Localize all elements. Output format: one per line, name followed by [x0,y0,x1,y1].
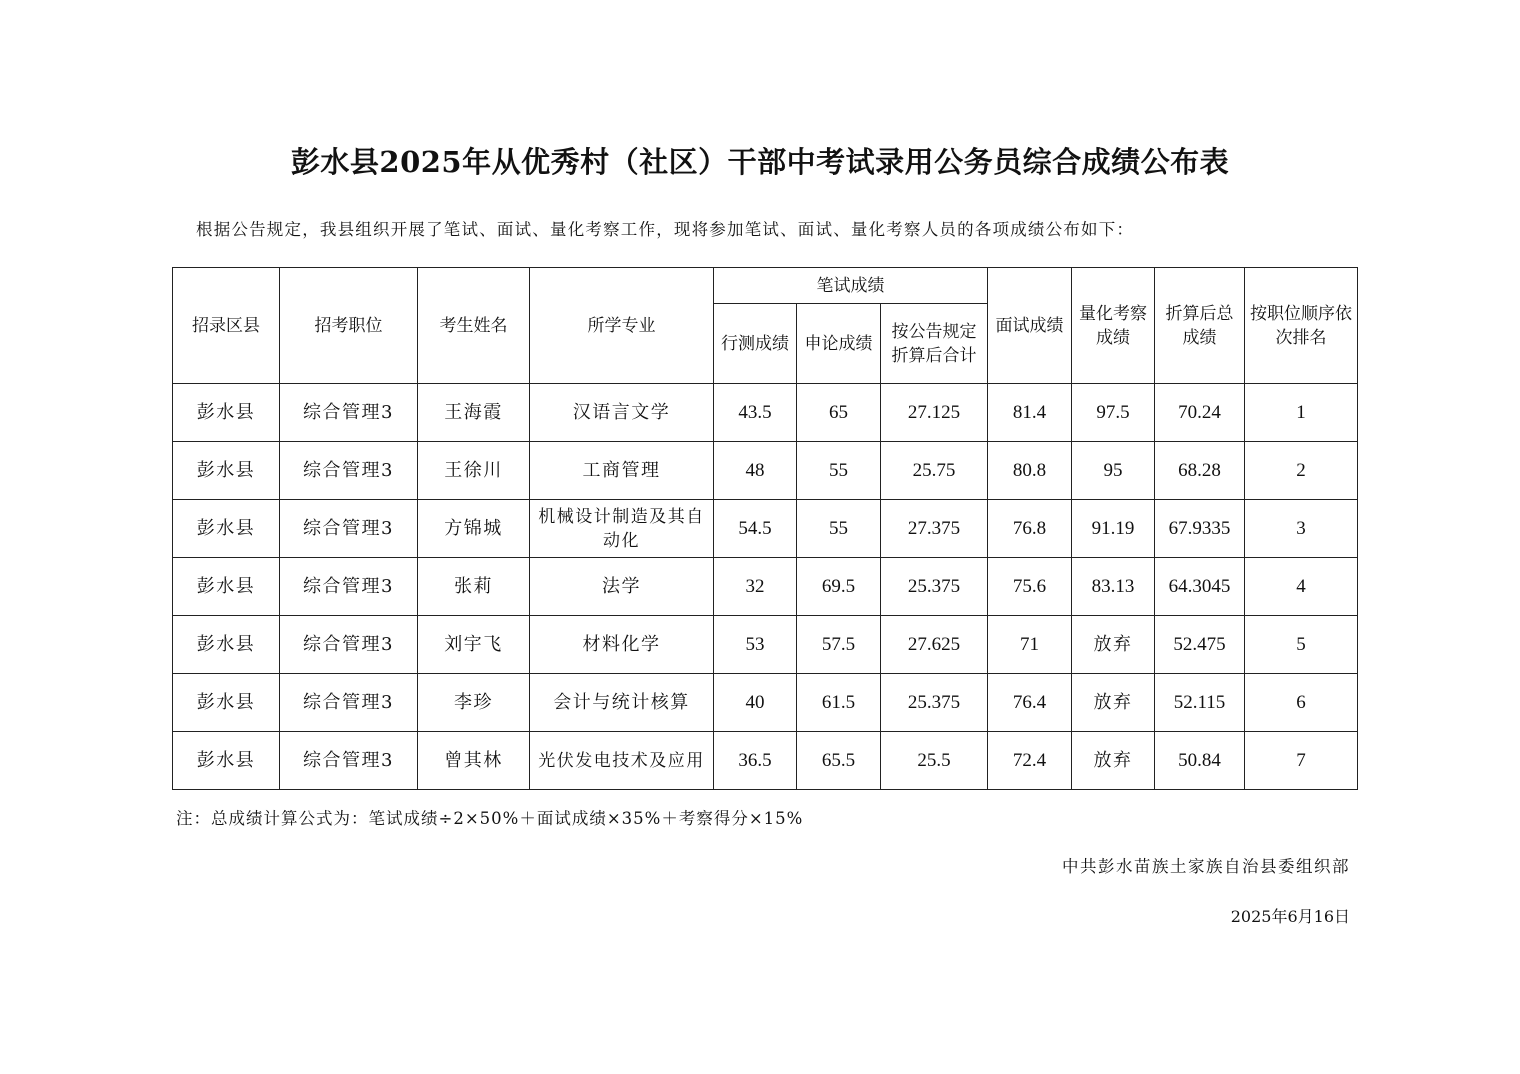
cell-position: 综合管理3 [280,442,418,500]
cell-major: 机械设计制造及其自动化 [530,500,714,558]
cell-major: 光伏发电技术及应用 [530,732,714,790]
cell-county: 彭水县 [173,442,280,500]
intro-paragraph: 根据公告规定，我县组织开展了笔试、面试、量化考察工作，现将参加笔试、面试、量化考察人员的各项成绩公布如下： [196,220,1135,239]
cell-county: 彭水县 [173,732,280,790]
formula-note: 注：总成绩计算公式为：笔试成绩÷2×50%＋面试成绩×35%＋考察得分×15% [176,809,804,828]
cell-xingce: 36.5 [714,732,797,790]
table-row [173,442,1358,500]
cell-total: 52.115 [1155,674,1245,732]
cell-shenlun: 69.5 [797,558,881,616]
cell-rank: 4 [1245,558,1358,616]
cell-county: 彭水县 [173,500,280,558]
issuing-organization: 中共彭水苗族土家族自治县委组织部 [1062,857,1350,876]
header-assessment: 量化考察成绩 [1072,268,1155,384]
cell-position: 综合管理3 [280,616,418,674]
cell-rank: 7 [1245,732,1358,790]
cell-assessment: 83.13 [1072,558,1155,616]
cell-shenlun: 61.5 [797,674,881,732]
cell-shenlun: 55 [797,500,881,558]
cell-name: 李珍 [418,674,530,732]
cell-total: 52.475 [1155,616,1245,674]
header-county: 招录区县 [173,268,280,384]
cell-position: 综合管理3 [280,674,418,732]
cell-rank: 6 [1245,674,1358,732]
cell-assessment: 放弃 [1072,732,1155,790]
cell-rank: 3 [1245,500,1358,558]
cell-position: 综合管理3 [280,384,418,442]
cell-xingce: 54.5 [714,500,797,558]
cell-shenlun: 65 [797,384,881,442]
cell-major: 材料化学 [530,616,714,674]
cell-written: 25.75 [881,442,988,500]
cell-rank: 1 [1245,384,1358,442]
cell-position: 综合管理3 [280,732,418,790]
cell-total: 70.24 [1155,384,1245,442]
cell-rank: 5 [1245,616,1358,674]
header-interview: 面试成绩 [988,268,1072,384]
cell-shenlun: 55 [797,442,881,500]
cell-position: 综合管理3 [280,558,418,616]
cell-interview: 80.8 [988,442,1072,500]
header-position: 招考职位 [280,268,418,384]
cell-xingce: 48 [714,442,797,500]
cell-assessment: 放弃 [1072,674,1155,732]
cell-interview: 76.8 [988,500,1072,558]
cell-written: 27.625 [881,616,988,674]
cell-county: 彭水县 [173,558,280,616]
header-written-converted: 按公告规定折算后合计 [881,304,988,384]
cell-name: 刘宇飞 [418,616,530,674]
cell-major: 法学 [530,558,714,616]
cell-total: 67.9335 [1155,500,1245,558]
issue-date: 2025年6月16日 [1230,907,1350,926]
table-row [173,500,1358,558]
cell-name: 方锦城 [418,500,530,558]
cell-interview: 71 [988,616,1072,674]
cell-total: 68.28 [1155,442,1245,500]
table-row [173,674,1358,732]
cell-written: 25.375 [881,674,988,732]
header-rank: 按职位顺序依次排名 [1245,268,1358,384]
table-row [173,616,1358,674]
page-title: 彭水县2025年从优秀村（社区）干部中考试录用公务员综合成绩公布表 [290,145,1230,179]
header-shenlun: 申论成绩 [797,304,881,384]
cell-name: 王海霞 [418,384,530,442]
cell-assessment: 放弃 [1072,616,1155,674]
cell-interview: 75.6 [988,558,1072,616]
cell-written: 25.5 [881,732,988,790]
cell-assessment: 95 [1072,442,1155,500]
cell-name: 张莉 [418,558,530,616]
cell-major: 工商管理 [530,442,714,500]
header-written-group: 笔试成绩 [714,268,988,304]
table-row [173,732,1358,790]
table-row [173,384,1358,442]
cell-total: 64.3045 [1155,558,1245,616]
cell-written: 27.125 [881,384,988,442]
score-table [172,267,1358,790]
cell-county: 彭水县 [173,384,280,442]
cell-position: 综合管理3 [280,500,418,558]
cell-shenlun: 57.5 [797,616,881,674]
header-total: 折算后总成绩 [1155,268,1245,384]
cell-xingce: 43.5 [714,384,797,442]
cell-assessment: 91.19 [1072,500,1155,558]
table-row [173,558,1358,616]
cell-total: 50.84 [1155,732,1245,790]
header-xingce: 行测成绩 [714,304,797,384]
cell-written: 25.375 [881,558,988,616]
header-row-1 [173,268,1358,304]
cell-major: 会计与统计核算 [530,674,714,732]
cell-interview: 76.4 [988,674,1072,732]
cell-assessment: 97.5 [1072,384,1155,442]
cell-major: 汉语言文学 [530,384,714,442]
header-name: 考生姓名 [418,268,530,384]
cell-xingce: 32 [714,558,797,616]
header-major: 所学专业 [530,268,714,384]
cell-interview: 72.4 [988,732,1072,790]
cell-written: 27.375 [881,500,988,558]
cell-shenlun: 65.5 [797,732,881,790]
cell-xingce: 53 [714,616,797,674]
cell-county: 彭水县 [173,616,280,674]
cell-name: 曾其林 [418,732,530,790]
cell-name: 王徐川 [418,442,530,500]
cell-rank: 2 [1245,442,1358,500]
cell-county: 彭水县 [173,674,280,732]
cell-interview: 81.4 [988,384,1072,442]
cell-xingce: 40 [714,674,797,732]
